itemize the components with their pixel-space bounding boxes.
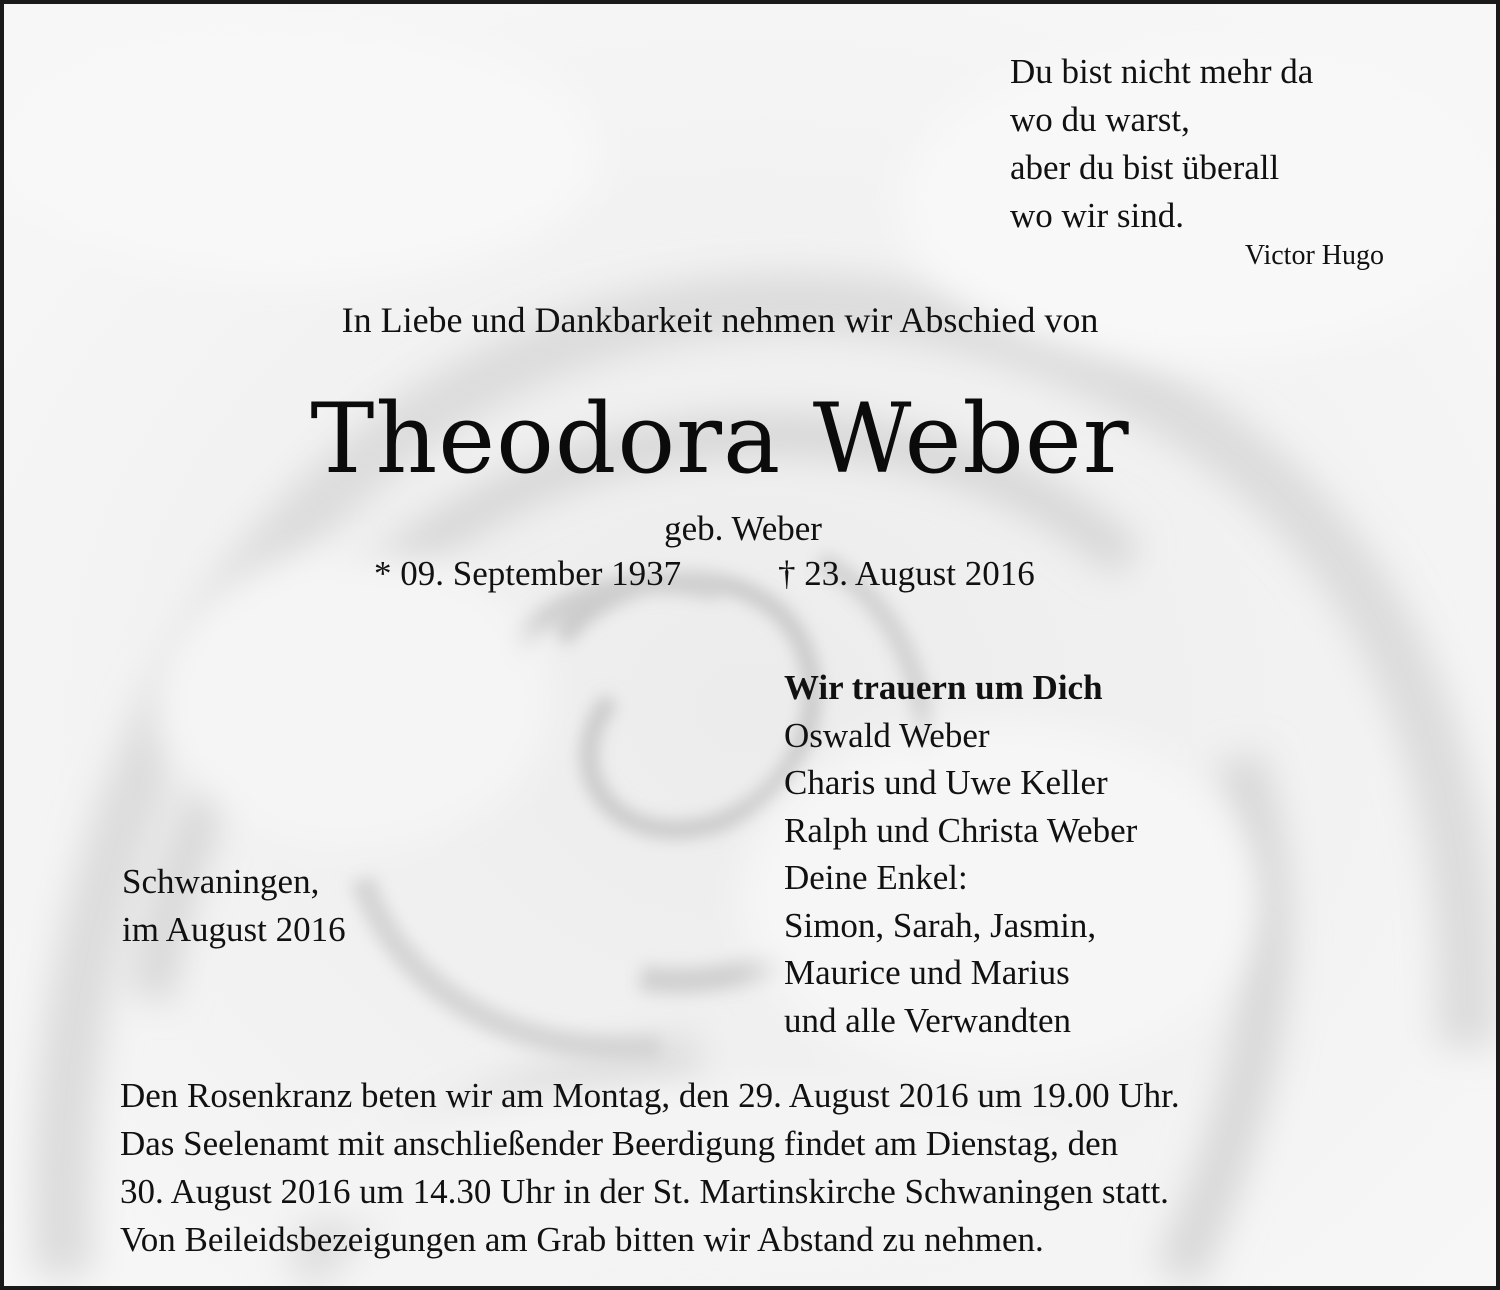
maiden-name: geb. Weber	[664, 509, 822, 548]
epigraph-quote	[1010, 48, 1313, 240]
place-line: Schwaningen,	[122, 862, 320, 901]
mourner-name: Simon, Sarah, Jasmin,	[784, 905, 1097, 945]
quote-line: aber du bist überall	[1010, 148, 1280, 187]
mourner-name: Oswald Weber	[784, 715, 990, 755]
mourner-name: Maurice und Marius	[784, 953, 1070, 992]
birth-date: * 09. September 1937	[374, 554, 682, 593]
quote-line: wo du warst,	[1010, 100, 1190, 139]
place-line: im August 2016	[122, 909, 346, 949]
service-line: 30. August 2016 um 14.30 Uhr in der St. Martinskirche Schwaningen statt.	[120, 1172, 1169, 1211]
service-line: Den Rosenkranz beten wir am Montag, den 29. August 2016 um 19.00 Uhr.	[120, 1076, 1180, 1115]
quote-line: Du bist nicht mehr da	[1010, 52, 1314, 91]
deceased-name: Theodora Weber	[310, 383, 1130, 495]
intro-text: In Liebe und Dankbarkeit nehmen wir Abschied von	[341, 300, 1099, 340]
service-details	[120, 1072, 1180, 1264]
service-line: Von Beileidsbezeigungen am Grab bitten wir Abstand zu nehmen.	[120, 1220, 1044, 1259]
mourners-list	[784, 664, 1137, 1044]
place-and-date	[122, 858, 346, 953]
death-date: † 23. August 2016	[778, 554, 1035, 593]
mourner-name: Ralph und Christa Weber	[784, 810, 1138, 850]
service-line: Das Seelenamt mit anschließender Beerdigung findet am Dienstag, den	[120, 1124, 1119, 1163]
mourners-heading: Wir trauern um Dich	[784, 668, 1103, 707]
quote-author: Victor Hugo	[1244, 240, 1384, 271]
mourner-name: Deine Enkel:	[784, 858, 968, 897]
mourner-name: und alle Verwandten	[784, 1000, 1072, 1040]
mourner-name: Charis und Uwe Keller	[784, 763, 1108, 802]
quote-line: wo wir sind.	[1010, 196, 1185, 235]
